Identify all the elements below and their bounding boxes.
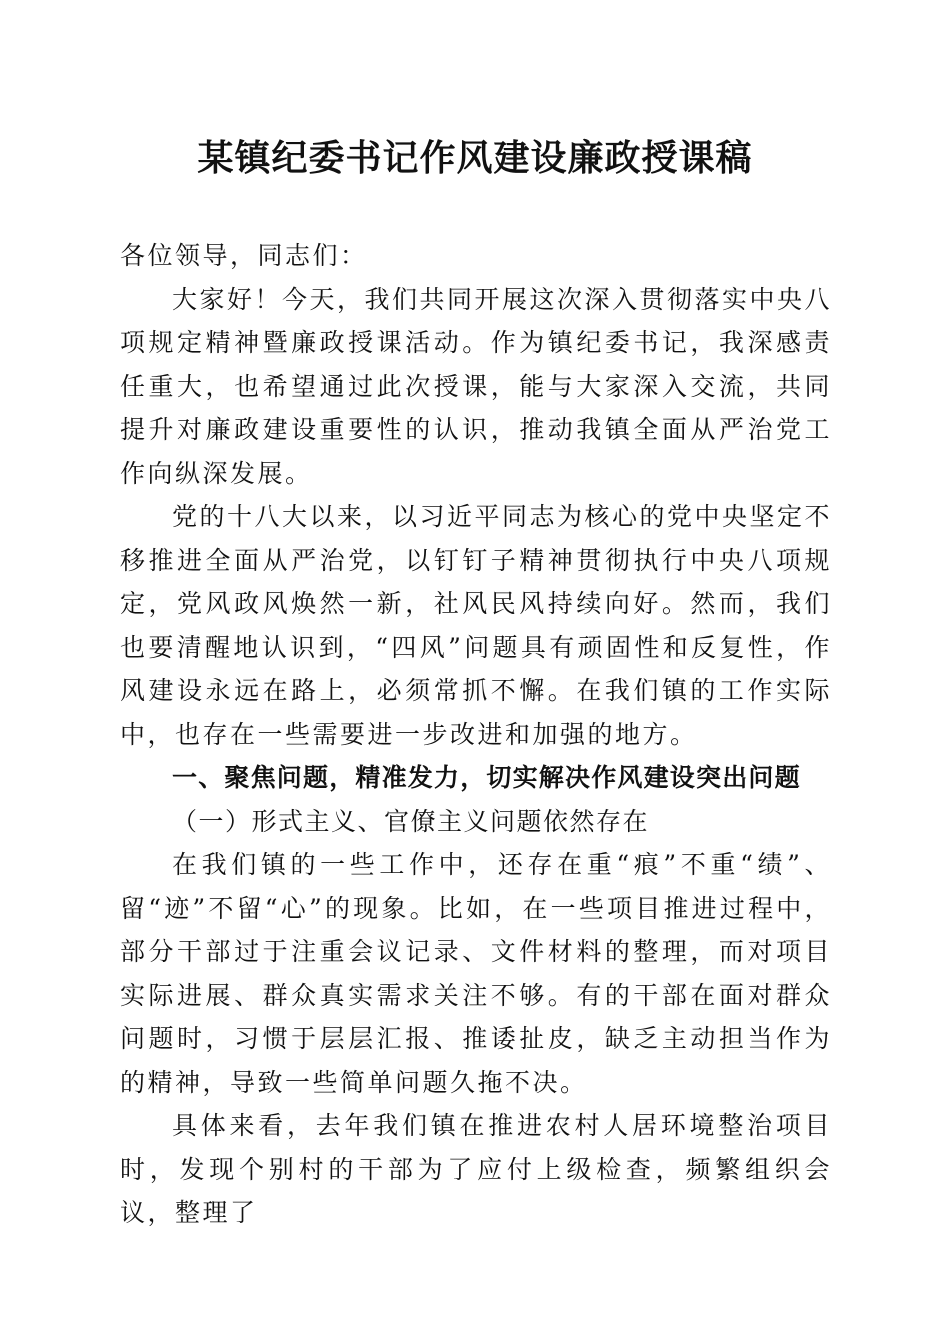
paragraph-formalism: 在我们镇的一些工作中，还存在重“痕”不重“绩”、留“迹”不留“心”的现象。比如，在一些项目推进过程中，部分干部过于注重会议记录、文件材料的整理，而对项目实际进展、群众真实需求关注不够。有的干部在面对群众问题时，习惯于层层汇报、推诿扯皮，缺乏主动担当作为的精神，导致一些简单问题久拖不决。	[120, 850, 832, 1097]
paragraph-background: 党的十八大以来，以习近平同志为核心的党中央坚定不移推进全面从严治党，以钉钉子精神贯彻执行中央八项规定，党风政风焕然一新，社风民风持续向好。然而，我们也要清醒地认识到，“四风”问题具有顽固性和反复性，作风建设永远在路上，必须常抓不懈。在我们镇的工作实际中，也存在一些需要进一步改进和加强的地方。	[120, 502, 833, 749]
paragraph-example: 具体来看，去年我们镇在推进农村人居环境整治项目时，发现个别村的干部为了应付上级检查，频繁组织会议，整理了	[120, 1111, 832, 1227]
document-title: 某镇纪委书记作风建设廉政授课稿	[197, 137, 753, 179]
section-heading-1: 一、聚焦问题，精准发力，切实解决作风建设突出问题	[172, 763, 801, 792]
subsection-heading-1: （一）形式主义、官僚主义问题依然存在	[172, 806, 650, 836]
salutation: 各位领导，同志们：	[120, 241, 368, 270]
paragraph-opening: 大家好！今天，我们共同开展这次深入贯彻落实中央八项规定精神暨廉政授课活动。作为镇纪委书记，我深感责任重大，也希望通过此次授课，能与大家深入交流，共同提升对廉政建设重要性的认识，推动我镇全面从严治党工作向纵深发展。	[120, 284, 833, 488]
document-body	[120, 234, 832, 1235]
